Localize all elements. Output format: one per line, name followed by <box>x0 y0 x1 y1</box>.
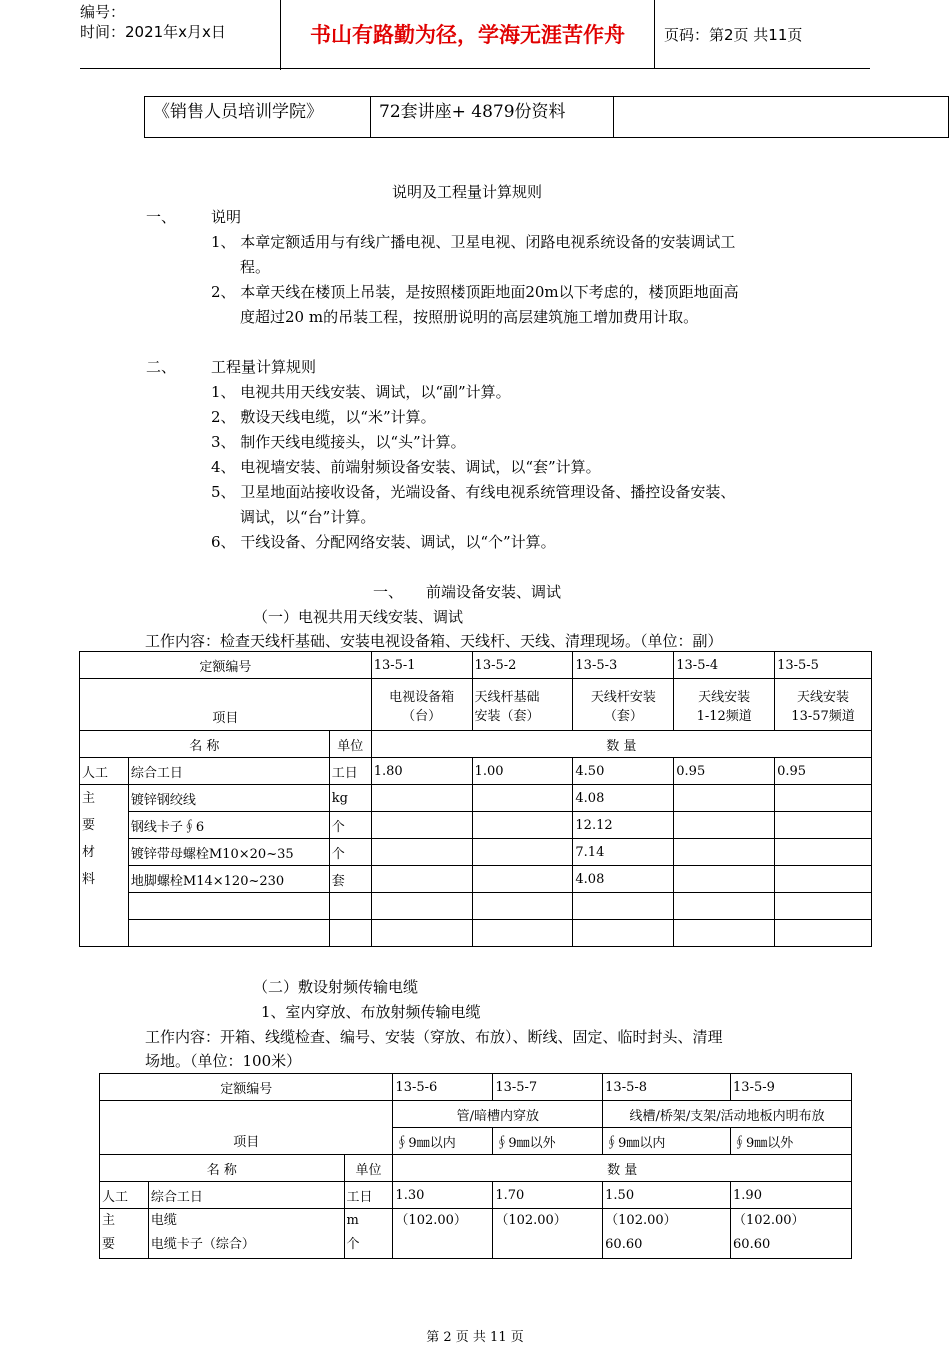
material-name: 镀锌带母螺栓M10×20~35 <box>128 839 329 866</box>
material-name: 地脚螺栓M14×120~230 <box>128 866 329 893</box>
cable-value: （102.00） <box>495 1213 567 1228</box>
table-row <box>80 866 872 893</box>
item-header-line2: 13-57频道 <box>791 708 855 724</box>
material-values <box>731 1209 852 1259</box>
page-footer: 第 2 页 共 11 页 <box>426 1330 524 1345</box>
material-unit: 个 <box>329 839 371 866</box>
banner-empty <box>614 97 948 137</box>
labor-value: 4.50 <box>573 758 674 785</box>
material-values <box>393 1209 493 1259</box>
item-header-line2: （台） <box>402 708 442 724</box>
material-unit: m <box>346 1213 359 1228</box>
header-motto: 书山有路勤为径，学海无涯苦作舟 <box>281 0 655 68</box>
quota-code: 13-5-4 <box>674 652 775 679</box>
table-row <box>80 758 872 785</box>
material-names <box>148 1209 344 1259</box>
item-header-line1: 电视设备箱 <box>389 689 455 705</box>
quota-code: 13-5-6 <box>393 1074 493 1101</box>
banner-academy: 《销售人员培训学院》 <box>145 97 371 137</box>
item-header-line2: 1-12频道 <box>696 708 752 724</box>
table-row <box>100 1182 852 1209</box>
material-values <box>603 1209 731 1259</box>
subsection2-item: 1、室内穿放、布放射频传输电缆 <box>261 1003 481 1021</box>
name-label: 名 称 <box>100 1155 345 1182</box>
material-category <box>80 785 129 947</box>
cable-value: （102.00） <box>395 1213 467 1228</box>
item-header <box>775 679 872 731</box>
size-header: ∮9㎜以外 <box>731 1128 852 1155</box>
material-category-char: 材 <box>82 845 96 860</box>
subsection2-title: （二）敷设射频传输电缆 <box>253 978 419 996</box>
quantity-label: 数 量 <box>371 731 871 758</box>
material-units <box>344 1209 393 1259</box>
material-name: 电缆 <box>150 1213 177 1228</box>
banner-resources: 72套讲座+ 4879份资料 <box>371 97 614 137</box>
part1-number: 一、 <box>373 583 404 601</box>
item-header-line1: 天线安装 <box>698 689 751 705</box>
name-label: 名 称 <box>80 731 330 758</box>
section2-item: 4、 电视墙安装、前端射频设备安装、调试，以“套”计算。 <box>211 458 601 476</box>
labor-value: 1.90 <box>731 1182 852 1209</box>
section2-number: 二、 <box>146 358 177 376</box>
table-row <box>100 1209 852 1259</box>
doc-number-label: 编号： <box>80 3 126 21</box>
section2-item: 5、 卫星地面站接收设备，光端设备、有线电视系统管理设备、播控设备安装、 <box>211 483 736 501</box>
cable-value: （102.00） <box>605 1213 677 1228</box>
size-header: ∮9㎜以内 <box>603 1128 731 1155</box>
material-value: 12.12 <box>573 812 674 839</box>
material-name: 钢线卡子∮6 <box>128 812 329 839</box>
work-content-1: 工作内容：检查天线杆基础、安装电视设备箱、天线杆、天线、清理现场。（单位：副） <box>145 632 723 650</box>
unit-label: 单位 <box>344 1155 393 1182</box>
clip-value: 60.60 <box>605 1237 643 1252</box>
table-row <box>80 893 872 920</box>
quota-code: 13-5-3 <box>573 652 674 679</box>
labor-value: 1.00 <box>472 758 573 785</box>
material-unit: kg <box>329 785 371 812</box>
material-value: 4.08 <box>573 785 674 812</box>
quota-number-label: 定额编号 <box>80 652 372 679</box>
quota-table-2 <box>99 1073 852 1259</box>
material-category-char: 料 <box>82 872 96 887</box>
labor-value: 0.95 <box>775 758 872 785</box>
material-category-char: 主 <box>82 791 96 806</box>
labor-value: 1.70 <box>493 1182 603 1209</box>
clip-value <box>495 1233 600 1257</box>
item-header-line2: （套） <box>603 708 643 724</box>
page-header <box>80 0 870 69</box>
section1-number: 一、 <box>146 208 177 226</box>
clip-value: 60.60 <box>733 1237 771 1252</box>
section2-item: 调试，以“台”计算。 <box>240 508 376 526</box>
group-header: 线槽/桥架/支架/活动地板内明布放 <box>603 1101 852 1128</box>
labor-value: 1.50 <box>603 1182 731 1209</box>
size-header: ∮9㎜以内 <box>393 1128 493 1155</box>
section1-item: 程。 <box>240 258 271 276</box>
quota-code: 13-5-5 <box>775 652 872 679</box>
material-category-char: 主 <box>102 1213 116 1228</box>
header-meta <box>80 0 281 70</box>
quota-code: 13-5-1 <box>371 652 472 679</box>
section1-item: 度超过20 m的吊装工程，按照册说明的高层建筑施工增加费用计取。 <box>240 308 699 326</box>
material-unit: 套 <box>329 866 371 893</box>
item-header <box>371 679 472 731</box>
labor-category: 人工 <box>100 1182 149 1209</box>
material-value: 7.14 <box>573 839 674 866</box>
material-unit: 个 <box>329 812 371 839</box>
table-row <box>80 785 872 812</box>
quota-number-label: 定额编号 <box>100 1074 393 1101</box>
table-row <box>80 839 872 866</box>
work-content-2-line1: 工作内容：开箱、线缆检查、编号、安装（穿放、布放）、断线、固定、临时封头、清理 <box>145 1028 723 1046</box>
table-row <box>80 812 872 839</box>
item-header-line2: 安装（套） <box>474 708 540 724</box>
quota-code: 13-5-7 <box>493 1074 603 1101</box>
item-label: 项目 <box>100 1101 393 1155</box>
labor-unit: 工日 <box>329 758 371 785</box>
work-content-2-line2: 场地。（单位：100米） <box>145 1052 302 1070</box>
item-header-line1: 天线安装 <box>797 689 850 705</box>
header-page-info: 页码：第2页 共11页 <box>664 26 803 44</box>
size-header: ∮9㎜以外 <box>493 1128 603 1155</box>
material-name: 电缆卡子（综合） <box>150 1237 255 1252</box>
quota-table-1 <box>79 651 872 947</box>
section1-item: 2、 本章天线在楼顶上吊装，是按照楼顶距地面20m以下考虑的，楼顶距地面高 <box>211 283 739 301</box>
table-row <box>80 920 872 947</box>
cable-value: （102.00） <box>733 1213 805 1228</box>
quota-code: 13-5-8 <box>603 1074 731 1101</box>
section2-item: 2、 敷设天线电缆，以“米”计算。 <box>211 408 436 426</box>
doc-title: 说明及工程量计算规则 <box>392 183 543 201</box>
material-unit: 个 <box>346 1237 360 1252</box>
clip-value <box>395 1233 490 1257</box>
item-header-line1: 天线杆安装 <box>590 689 656 705</box>
labor-name: 综合工日 <box>148 1182 344 1209</box>
labor-category: 人工 <box>80 758 129 785</box>
item-header <box>674 679 775 731</box>
section2-item: 1、 电视共用天线安装、调试，以“副”计算。 <box>211 383 511 401</box>
material-name: 镀锌钢绞线 <box>128 785 329 812</box>
labor-unit: 工日 <box>344 1182 393 1209</box>
material-values <box>493 1209 603 1259</box>
section1-item: 1、 本章定额适用与有线广播电视、卫星电视、闭路电视系统设备的安装调试工 <box>211 233 736 251</box>
subsection1-title: （一）电视共用天线安装、调试 <box>253 608 464 626</box>
quantity-label: 数 量 <box>393 1155 852 1182</box>
quota-code: 13-5-9 <box>731 1074 852 1101</box>
part1-title: 前端设备安装、调试 <box>426 583 562 601</box>
unit-label: 单位 <box>329 731 371 758</box>
group-header: 管/暗槽内穿放 <box>393 1101 603 1128</box>
item-header <box>472 679 573 731</box>
item-header-line1: 天线杆基础 <box>474 689 540 705</box>
section2-title: 工程量计算规则 <box>211 358 317 376</box>
section2-item: 3、 制作天线电缆接头，以“头”计算。 <box>211 433 466 451</box>
material-category-char: 要 <box>102 1237 116 1252</box>
labor-value: 0.95 <box>674 758 775 785</box>
labor-value: 1.30 <box>393 1182 493 1209</box>
material-value: 4.08 <box>573 866 674 893</box>
item-label: 项目 <box>80 679 372 731</box>
banner-table <box>144 96 949 138</box>
section1-title: 说明 <box>211 208 242 226</box>
section2-item: 6、 干线设备、分配网络安装、调试，以“个”计算。 <box>211 533 556 551</box>
doc-time: 时间：2021年x月x日 <box>80 23 226 41</box>
labor-value: 1.80 <box>371 758 472 785</box>
item-header <box>573 679 674 731</box>
material-category <box>100 1209 149 1259</box>
material-category-char: 要 <box>82 818 96 833</box>
quota-code: 13-5-2 <box>472 652 573 679</box>
labor-name: 综合工日 <box>128 758 329 785</box>
